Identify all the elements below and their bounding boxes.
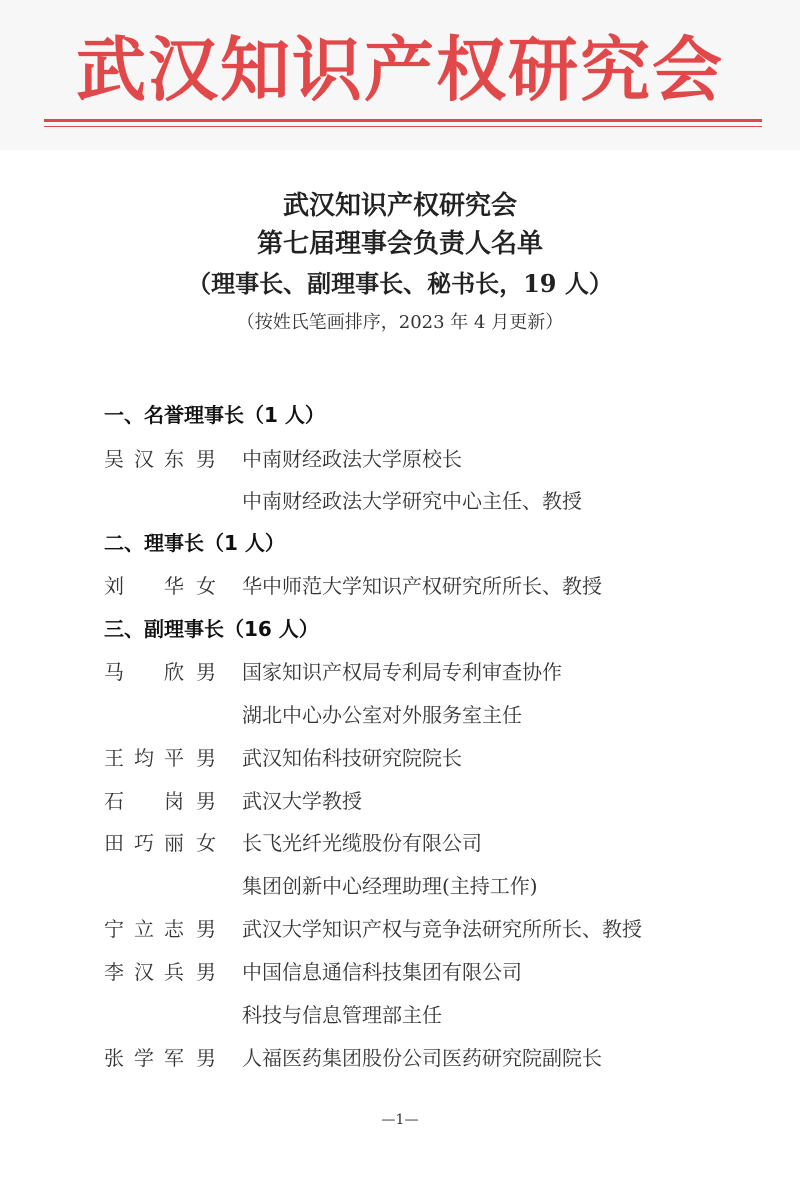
member-name: 王均平	[104, 746, 184, 770]
member-name: 吴汉东	[104, 447, 184, 471]
member-gender: 女	[196, 831, 216, 855]
member-name: 田巧丽	[104, 831, 184, 855]
section-heading: 二、理事长（1 人）	[104, 531, 285, 555]
section-heading: 一、名誉理事长（1 人）	[104, 403, 325, 427]
doc-subtitle-note: （按姓氏笔画排序，2023 年 4 月更新）	[236, 312, 564, 333]
member-row	[0, 913, 800, 945]
member-position-cont: 科技与信息管理部主任	[242, 1003, 442, 1027]
member-position-cont: 中南财经政法大学研究中心主任、教授	[242, 489, 582, 513]
member-position: 中国信息通信科技集团有限公司	[242, 960, 522, 984]
member-row	[0, 956, 800, 988]
member-position: 中南财经政法大学原校长	[242, 447, 462, 471]
member-gender: 女	[196, 574, 216, 598]
member-name: 马 欣	[104, 660, 184, 684]
member-position: 人福医药集团股份公司医药研究院副院长	[242, 1046, 602, 1070]
member-row	[0, 742, 800, 774]
member-name: 张学军	[104, 1046, 184, 1070]
member-position-cont: 湖北中心办公室对外服务室主任	[242, 703, 522, 727]
member-position: 华中师范大学知识产权研究所所长、教授	[242, 574, 602, 598]
member-gender: 男	[196, 960, 216, 984]
member-gender: 男	[196, 447, 216, 471]
member-name: 宁立志	[104, 917, 184, 941]
member-gender: 男	[196, 746, 216, 770]
member-position: 武汉大学教授	[242, 789, 362, 813]
section-heading: 三、副理事长（16 人）	[104, 617, 319, 641]
doc-title-list: 第七届理事会负责人名单	[256, 229, 543, 259]
member-name: 刘 华	[104, 574, 184, 598]
member-row	[0, 570, 800, 602]
letterhead-rule-thin	[44, 126, 762, 127]
member-gender: 男	[196, 1046, 216, 1070]
page-number: —1—	[381, 1112, 419, 1128]
member-row	[0, 1042, 800, 1074]
member-row	[0, 785, 800, 817]
member-position-cont: 集团创新中心经理助理(主持工作)	[242, 874, 538, 898]
letterhead-rule-thick	[44, 119, 762, 122]
member-position: 武汉大学知识产权与竞争法研究所所长、教授	[242, 917, 642, 941]
member-row	[0, 443, 800, 475]
member-row	[0, 827, 800, 859]
member-row	[0, 656, 800, 688]
member-gender: 男	[196, 660, 216, 684]
org-name-banner: 武汉知识产权研究会	[76, 29, 724, 111]
doc-title-scope: （理事长、副理事长、秘书长，19 人）	[187, 269, 613, 298]
doc-title-org: 武汉知识产权研究会	[282, 191, 517, 221]
member-position: 国家知识产权局专利局专利审查协作	[242, 660, 562, 684]
member-gender: 男	[196, 917, 216, 941]
member-position: 长飞光纤光缆股份有限公司	[242, 831, 482, 855]
member-name: 石 岗	[104, 789, 184, 813]
member-name: 李汉兵	[104, 960, 184, 984]
member-position: 武汉知佑科技研究院院长	[242, 746, 462, 770]
member-gender: 男	[196, 789, 216, 813]
letterhead	[0, 0, 800, 150]
